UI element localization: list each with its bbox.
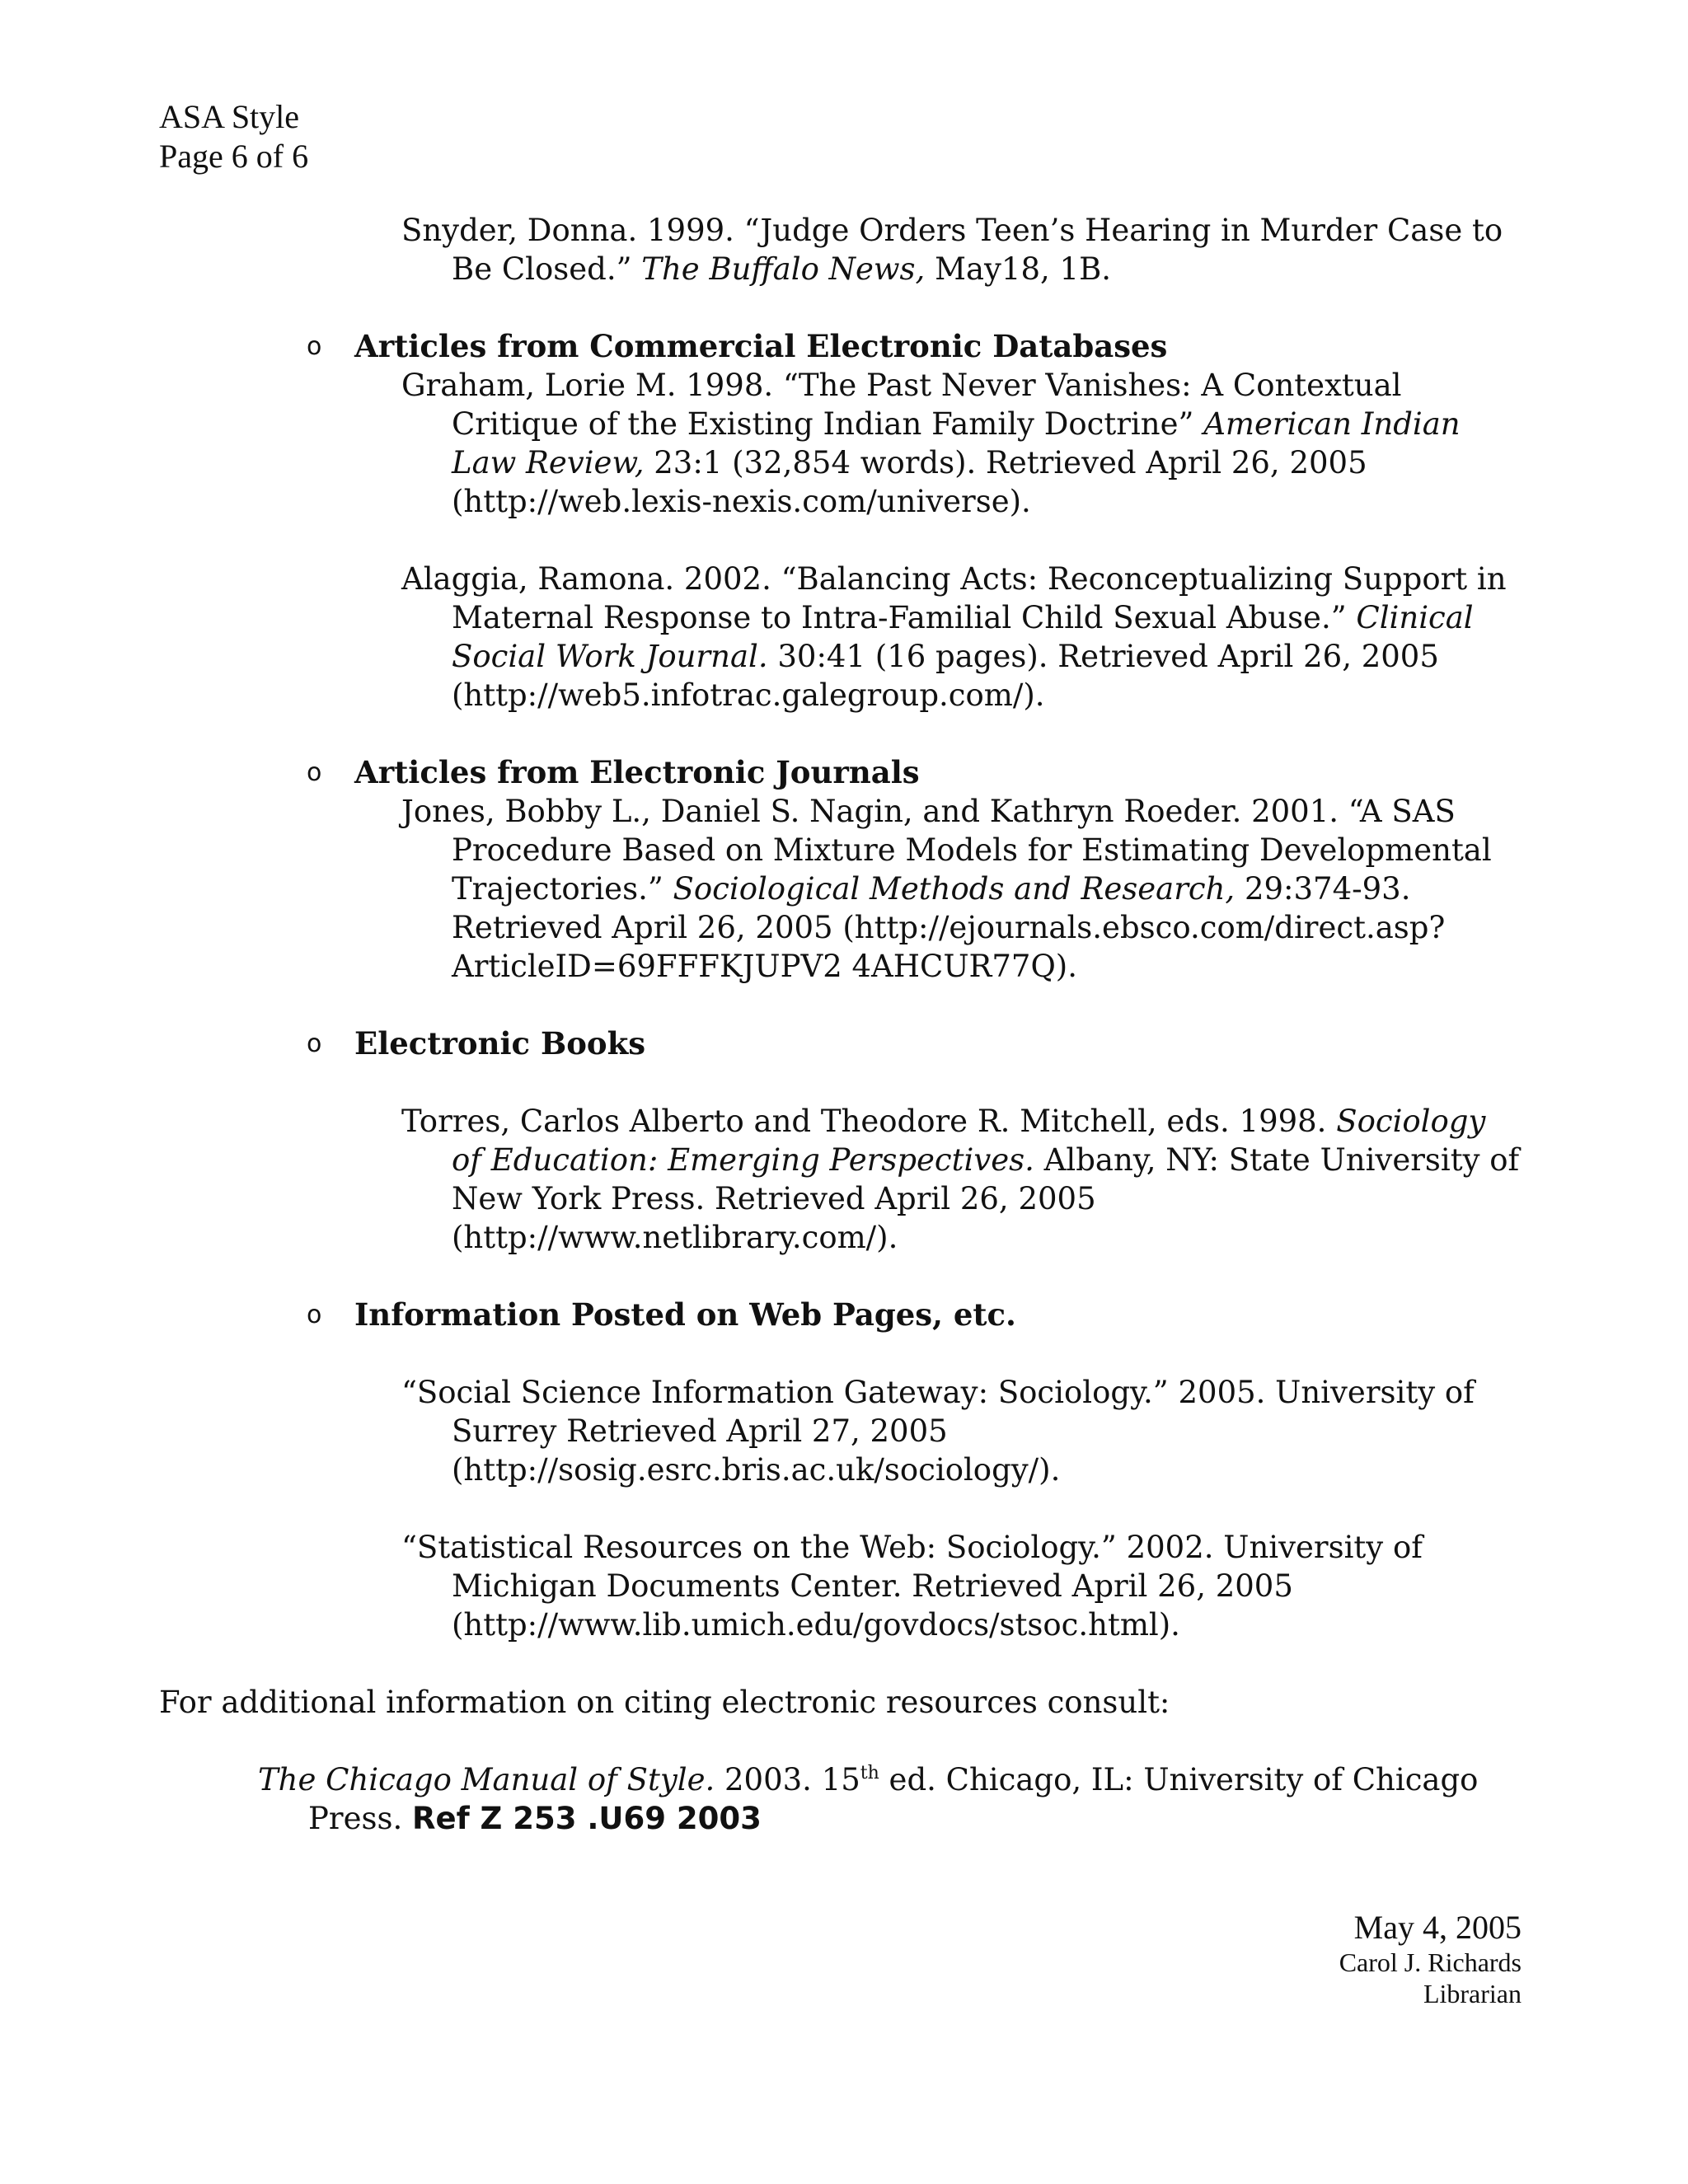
bullet-icon: o [307, 1029, 322, 1058]
signoff-date: May 4, 2005 [1353, 1909, 1522, 1946]
ordinal-superscript: th [860, 1763, 879, 1783]
section-heading-text: Electronic Books [354, 1025, 646, 1062]
reference-source-title: The Chicago Manual of Style. [258, 1762, 715, 1797]
signoff-name: Carol J. Richards [1339, 1947, 1522, 1977]
reference-text: May18, 1B. [925, 251, 1112, 287]
additional-info-paragraph: For additional information on citing electronic resources consult: [159, 1685, 1170, 1720]
signoff-block [1339, 1909, 1522, 2009]
bullet-icon: o [307, 1301, 322, 1329]
reference-entry-umich: “Statistical Resources on the Web: Sociology.” 2002. University of Michigan Documents Center. Retrieved April 26, 2005 (http://www.lib.umich.edu/govdocs/stsoc.html). [401, 1530, 1423, 1643]
reference-entry-alaggia [401, 560, 1523, 715]
reference-text: 2003. 15 [715, 1762, 860, 1797]
reference-source-title: Sociology of Education: Emerging Perspectives. [452, 1104, 1486, 1178]
spacer [0, 1334, 1688, 1373]
reference-entry-graham [401, 366, 1523, 521]
reference-entry-torres [401, 1102, 1523, 1257]
reference-source-title: The Buffalo News, [641, 251, 926, 287]
section-heading-text: Articles from Electronic Journals [354, 754, 920, 790]
reference-text: Snyder, Donna. 1999. “Judge Orders Teen’s Hearing in Murder Case to Be Closed.” [401, 213, 1503, 287]
section-heading-text: Articles from Commercial Electronic Databases [354, 328, 1168, 364]
spacer [0, 1063, 1688, 1102]
bullet-icon: o [307, 758, 322, 787]
call-number: Ref Z 253 .U69 2003 [411, 1801, 762, 1836]
reference-text: 23:1 (32,854 words). Retrieved April 26, 2005 (http://web.lexis-nexis.com/universe). [452, 445, 1367, 519]
header-style-label: ASA Style [159, 98, 300, 135]
reference-text: ed. Chicago, IL: University of Chicago Press. [308, 1762, 1479, 1836]
reference-source-title: American Indian Law Review, [452, 406, 1461, 480]
reference-text: Graham, Lorie M. 1998. “The Past Never Vanishes: A Contextual Critique of the Existing Indian Family Doctrine” [401, 368, 1402, 442]
reference-source-title: Sociological Methods and Research, [673, 871, 1236, 907]
section-heading-electronic-books [307, 1024, 1688, 1063]
signoff-title: Librarian [1423, 1979, 1522, 2008]
reference-text: Albany, NY: State University of New York Press. Retrieved April 26, 2005 (http://www.netlibrary.com/). [452, 1142, 1520, 1255]
reference-entry-snyder [401, 211, 1523, 288]
section-heading-electronic-journals [307, 753, 1688, 792]
reference-entry-sosig: “Social Science Information Gateway: Sociology.” 2005. University of Surrey Retrieved April 27, 2005 (http://sosig.esrc.bris.ac.uk/sociology/). [401, 1375, 1475, 1488]
reference-list [0, 211, 1688, 1838]
section-heading-commercial-databases [307, 327, 1688, 366]
reference-entry-chicago-manual [258, 1760, 1528, 1838]
reference-entry-jones [401, 792, 1523, 986]
bullet-icon: o [307, 332, 322, 361]
reference-text: Alaggia, Ramona. 2002. “Balancing Acts: Reconceptualizing Support in Maternal Response to Intra-Familial Child Sexual Abuse.” [401, 561, 1507, 635]
reference-text: 29:374-93. Retrieved April 26, 2005 (http://ejournals.ebsco.com/direct.asp?ArticleID=69FFFKJUPV2 4AHCUR77Q). [452, 871, 1446, 984]
reference-text: Torres, Carlos Alberto and Theodore R. Mitchell, eds. 1998. [401, 1104, 1337, 1139]
section-heading-text: Information Posted on Web Pages, etc. [354, 1296, 1016, 1333]
section-heading-web-pages [307, 1296, 1688, 1334]
header-page-number: Page 6 of 6 [159, 138, 309, 175]
page-header [159, 97, 308, 176]
reference-text: 30:41 (16 pages). Retrieved April 26, 2005 (http://web5.infotrac.galegroup.com/). [452, 639, 1439, 713]
reference-text: Jones, Bobby L., Daniel S. Nagin, and Kathryn Roeder. 2001. “A SAS Procedure Based on Mixture Models for Estimating Developmental Trajectories.” [401, 794, 1492, 907]
reference-source-title: Clinical Social Work Journal. [452, 600, 1474, 674]
